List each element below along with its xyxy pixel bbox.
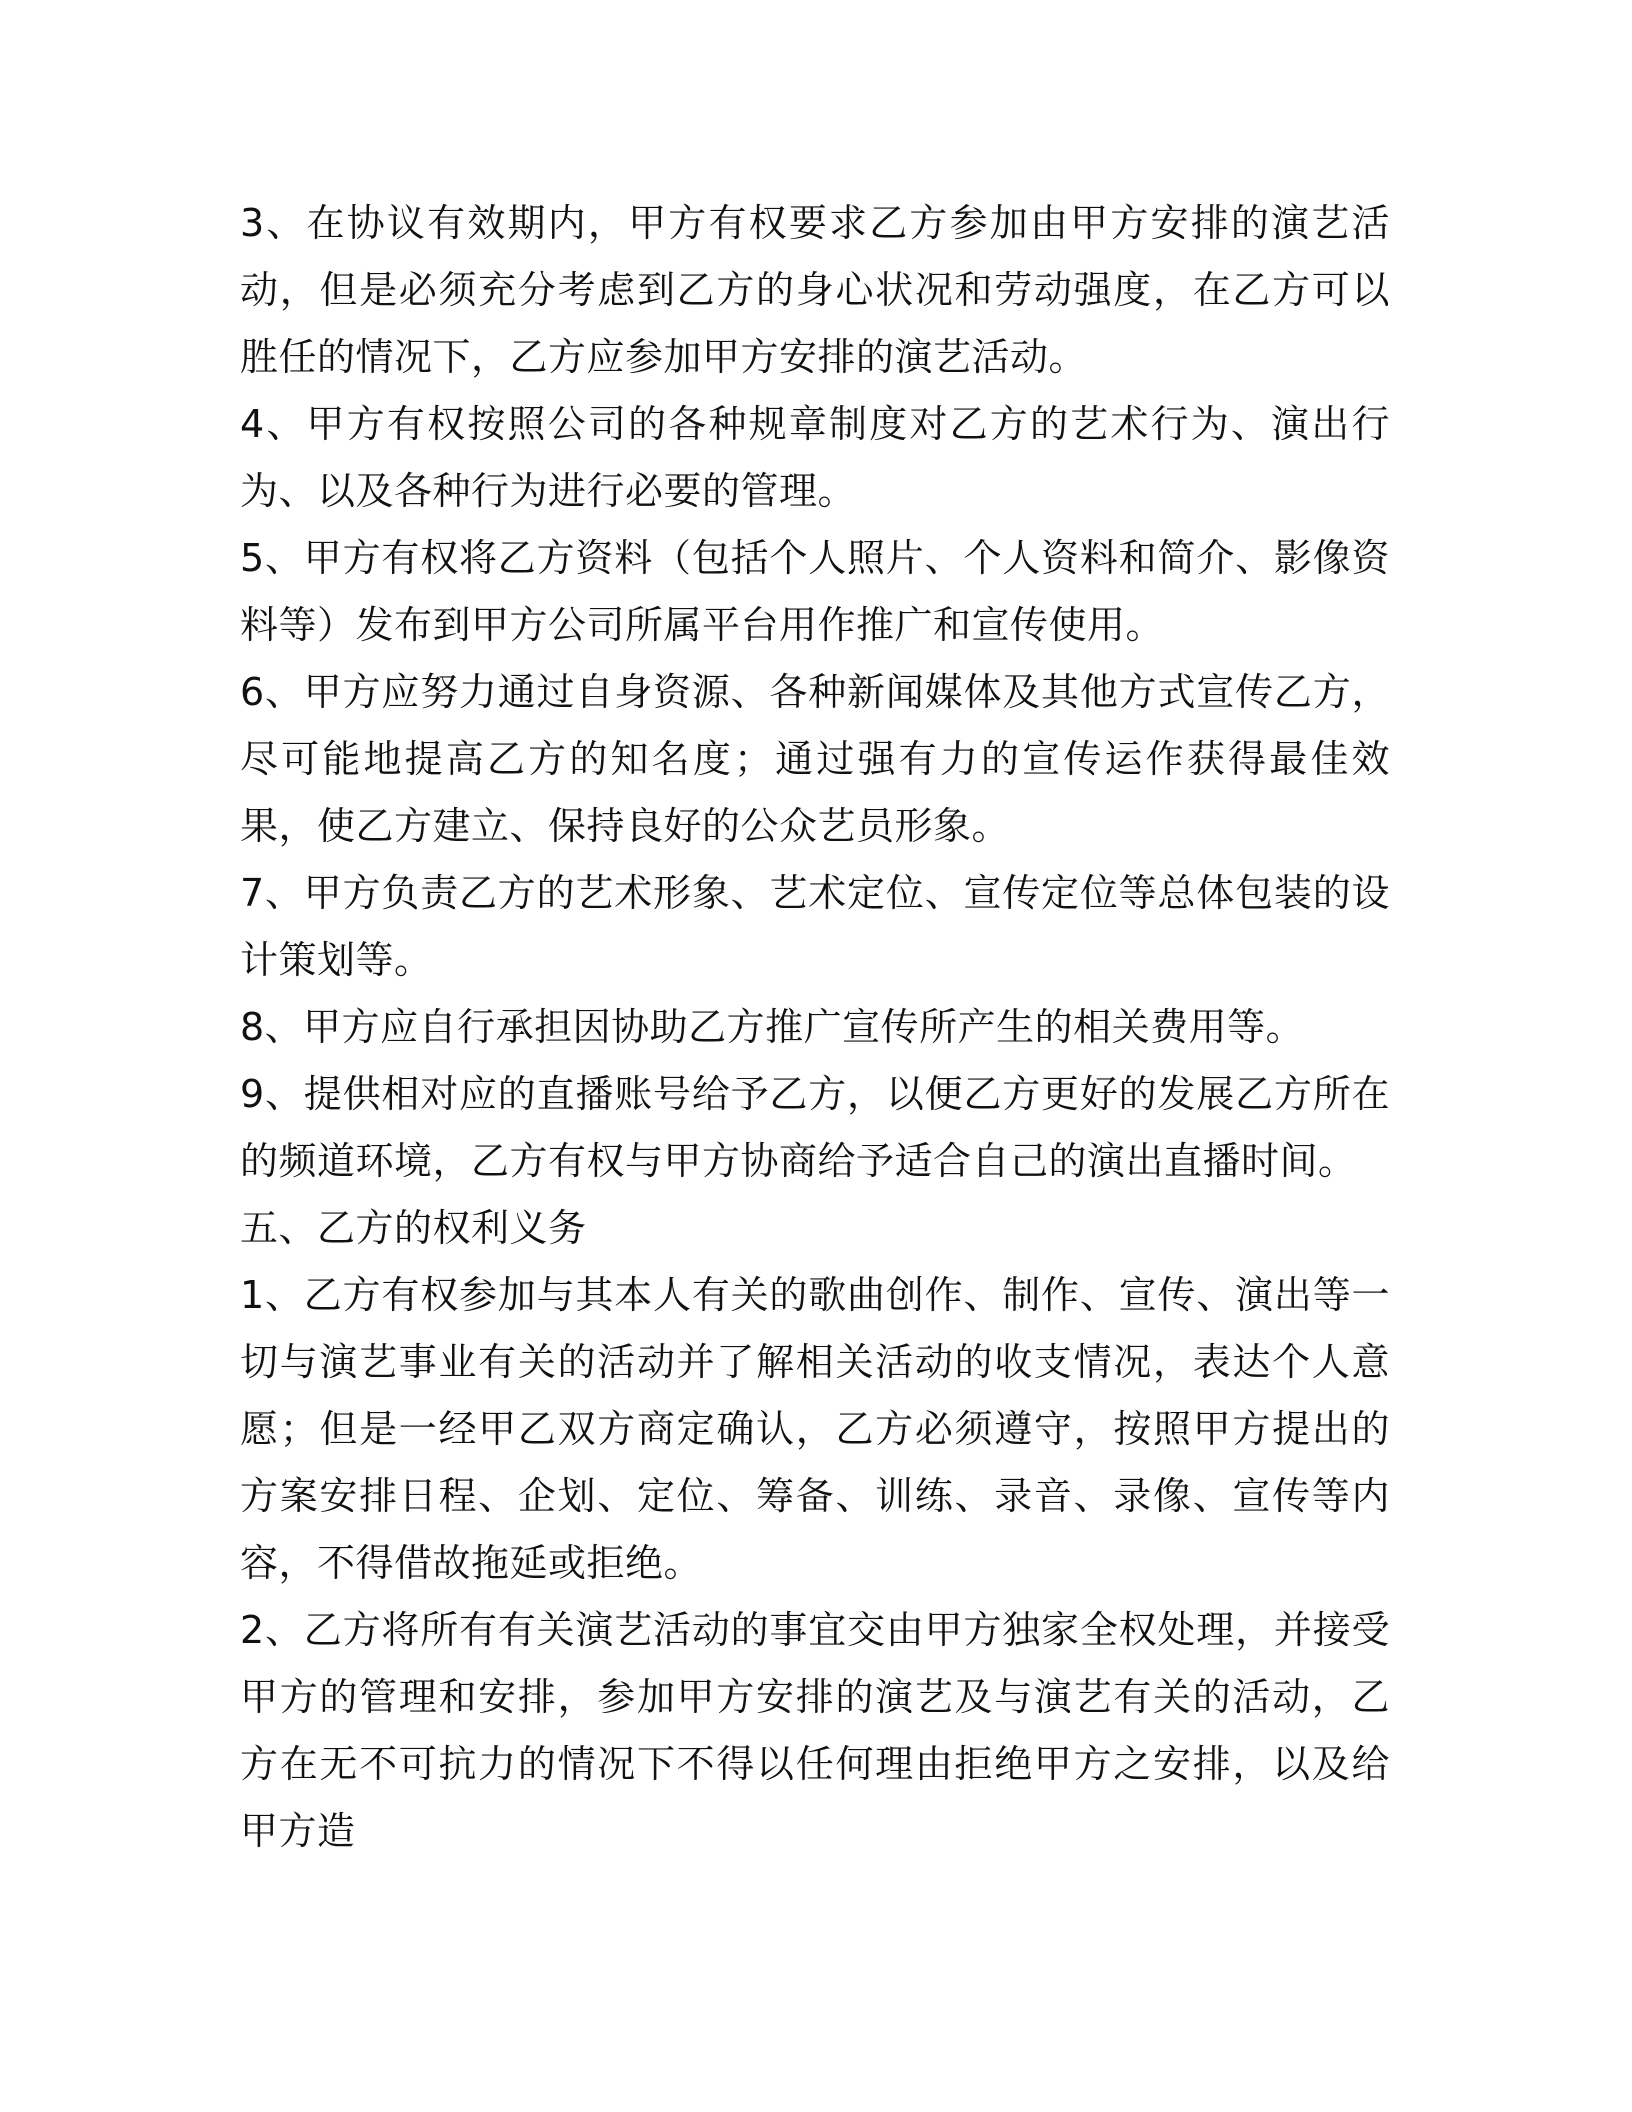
section-5-heading: 五、乙方的权利义务 xyxy=(240,1206,587,1250)
clause-8-paragraph: 8、甲方应自行承担因协助乙方推广宣传所产生的相关费用等。 xyxy=(240,1005,1305,1049)
document-body xyxy=(240,190,1390,1865)
section-5-clause-2-paragraph: 2、乙方将所有有关演艺活动的事宜交由甲方独家全权处理，并接受甲方的管理和安排，参加甲方安排的演艺及与演艺有关的活动，乙方在无不可抗力的情况下不得以任何理由拒绝甲方之安排，以及给甲方造 xyxy=(240,1608,1390,1853)
clause-9-paragraph: 9、提供相对应的直播账号给予乙方，以便乙方更好的发展乙方所在的频道环境，乙方有权与甲方协商给予适合自己的演出直播时间。 xyxy=(240,1072,1390,1183)
section-5-clause-1-paragraph: 1、乙方有权参加与其本人有关的歌曲创作、制作、宣传、演出等一切与演艺事业有关的活动并了解相关活动的收支情况，表达个人意愿；但是一经甲乙双方商定确认，乙方必须遵守，按照甲方提出的方案安排日程、企划、定位、筹备、训练、录音、录像、宣传等内容，不得借故拖延或拒绝。 xyxy=(240,1273,1390,1585)
clause-4-paragraph: 4、甲方有权按照公司的各种规章制度对乙方的艺术行为、演出行为、以及各种行为进行必要的管理。 xyxy=(240,402,1390,513)
clause-7-paragraph: 7、甲方负责乙方的艺术形象、艺术定位、宣传定位等总体包装的设计策划等。 xyxy=(240,871,1390,982)
clause-6-paragraph: 6、甲方应努力通过自身资源、各种新闻媒体及其他方式宣传乙方，尽可能地提高乙方的知名度；通过强有力的宣传运作获得最佳效果，使乙方建立、保持良好的公众艺员形象。 xyxy=(240,670,1390,848)
clause-3-paragraph: 3、在协议有效期内，甲方有权要求乙方参加由甲方安排的演艺活动，但是必须充分考虑到乙方的身心状况和劳动强度，在乙方可以胜任的情况下，乙方应参加甲方安排的演艺活动。 xyxy=(240,201,1390,379)
clause-5-paragraph: 5、甲方有权将乙方资料（包括个人照片、个人资料和简介、影像资料等）发布到甲方公司所属平台用作推广和宣传使用。 xyxy=(240,536,1390,647)
